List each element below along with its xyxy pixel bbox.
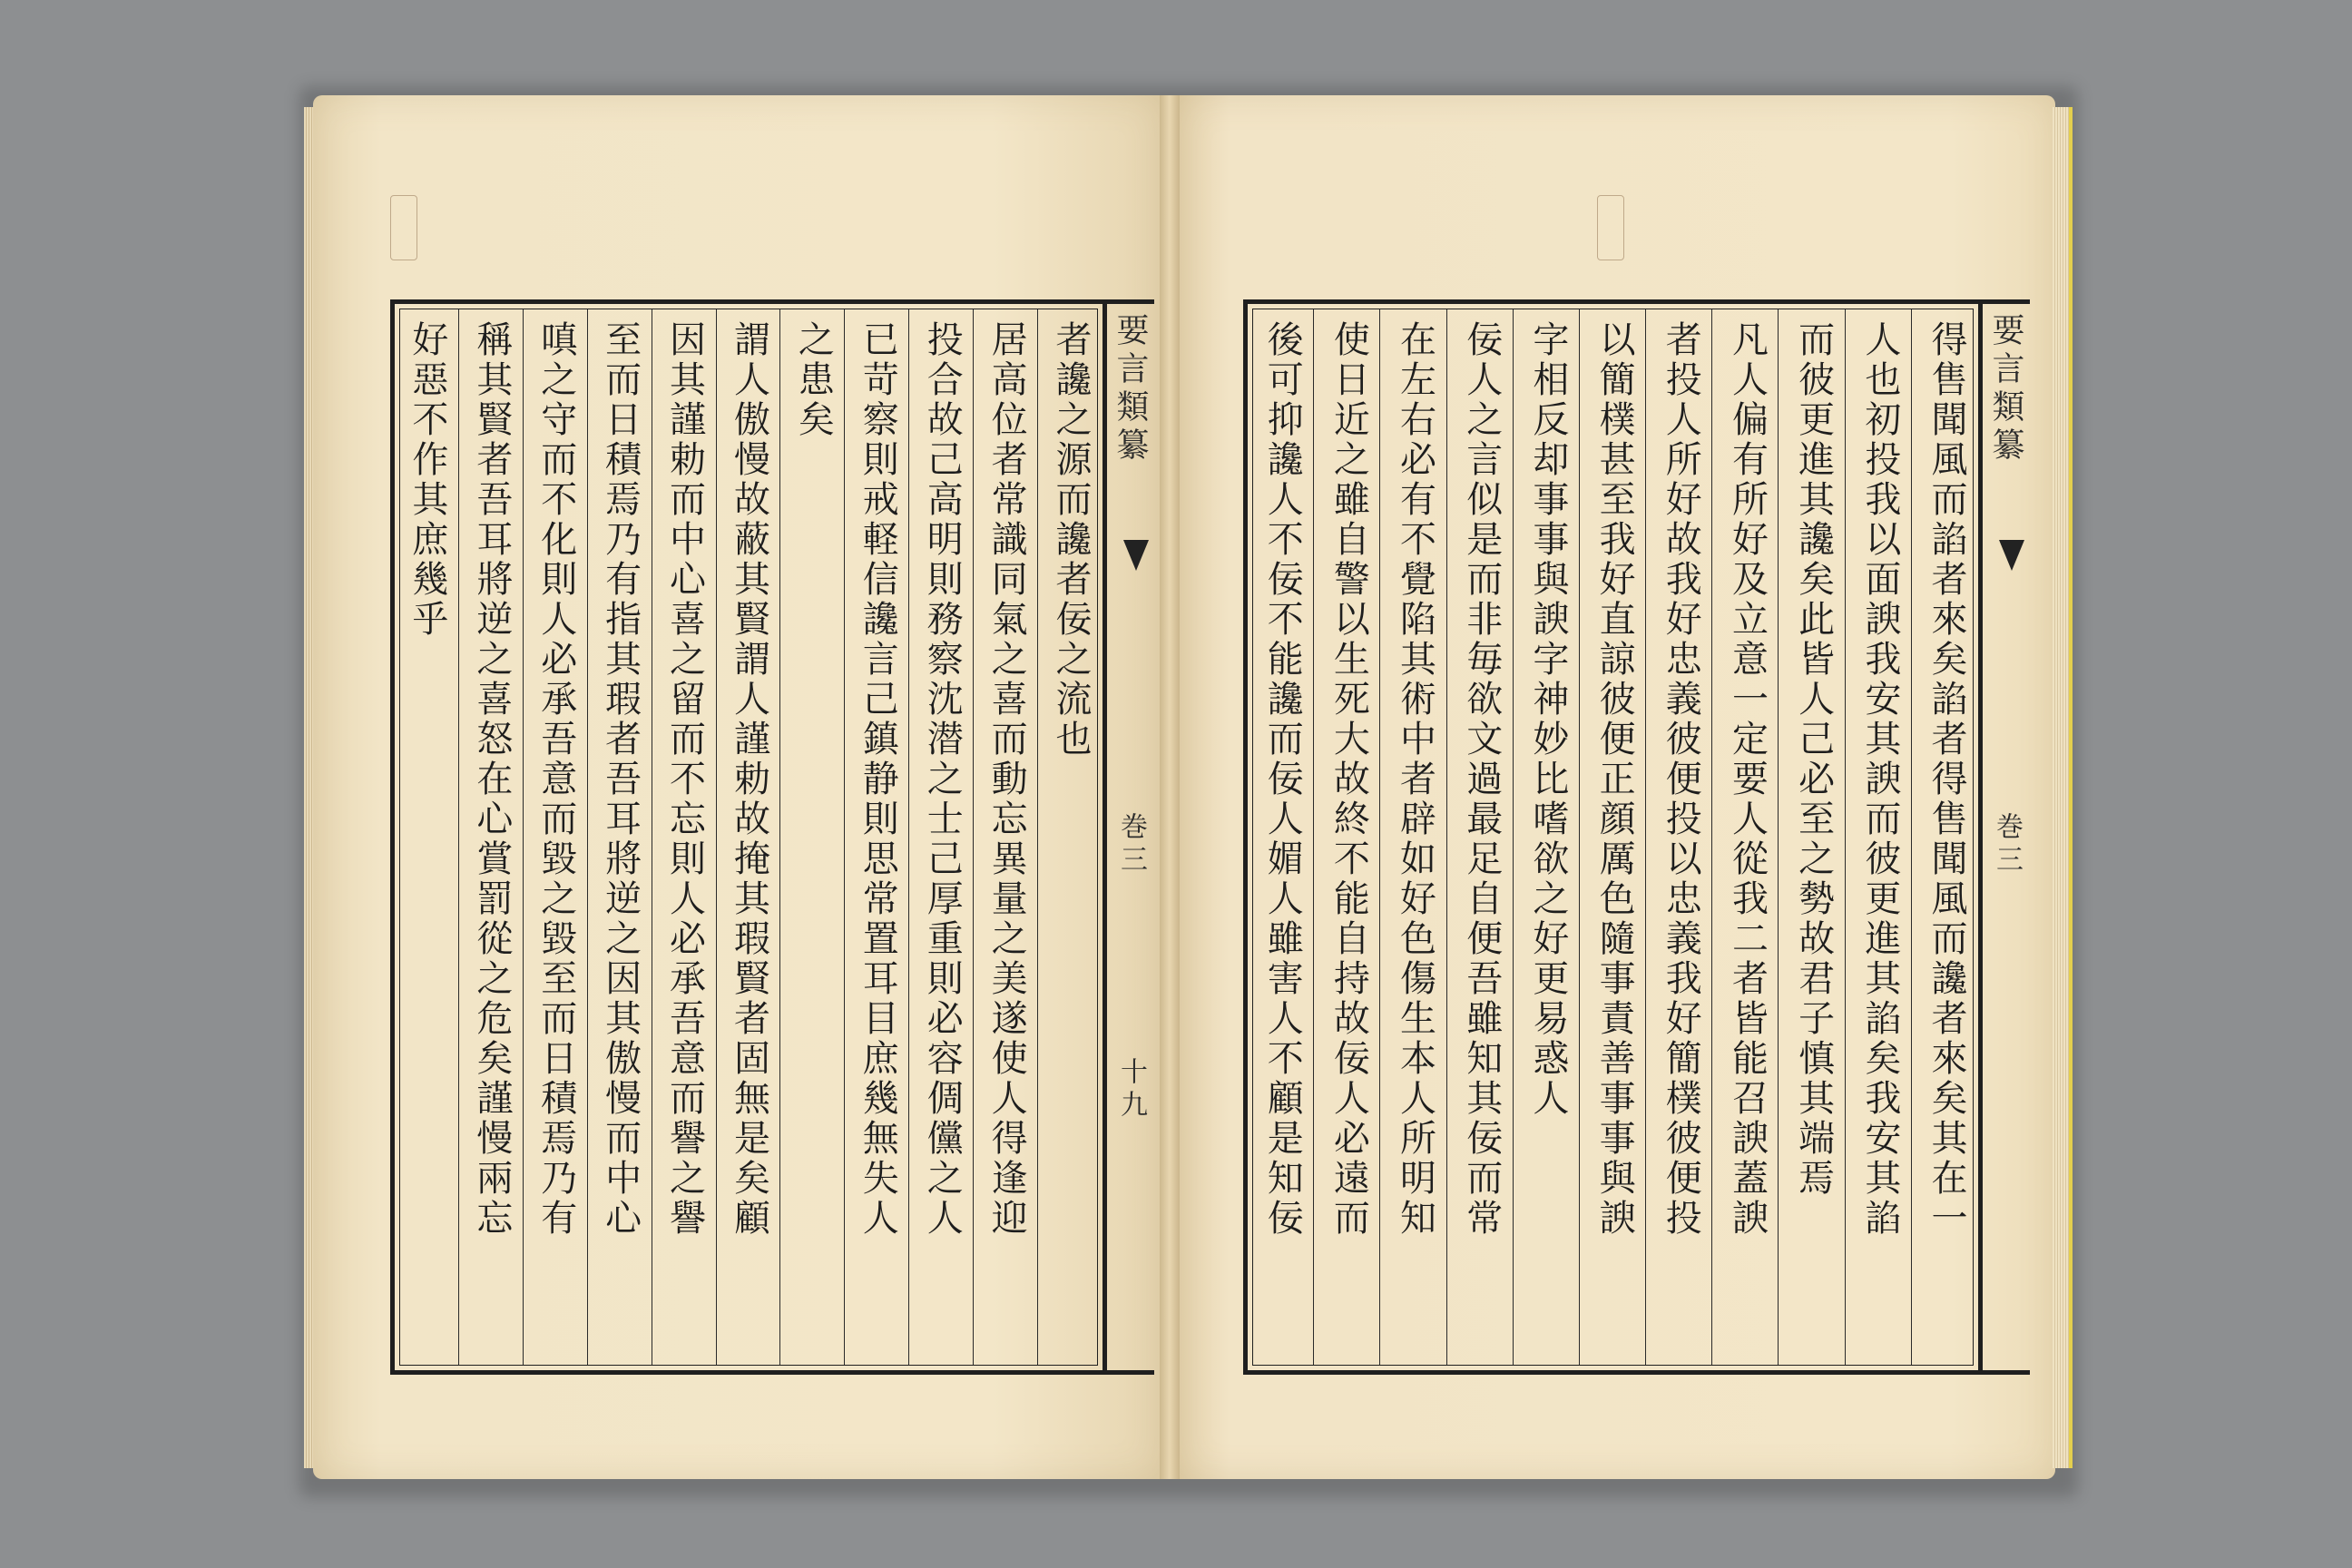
column-rule <box>1645 309 1646 1365</box>
left-page-column: 因其謹勅而中心喜之留而不忘則人必承吾意而譽之譽 <box>663 320 706 1239</box>
faint-stamp-right <box>1597 195 1624 260</box>
left-page-column: 嗔之守而不化則人必承吾意而毀之毀至而日積焉乃有 <box>534 320 577 1239</box>
column-rule <box>844 309 845 1365</box>
left-page-column: 投合故己高明則務察沈潜之士己厚重則必容倜儻之人 <box>921 320 964 1239</box>
right-page-column: 得售聞風而諂者來矣諂者得售聞風而讒者來矣其在一 <box>1926 320 1967 1239</box>
column-rule <box>1711 309 1712 1365</box>
left-text-frame <box>390 299 1107 1375</box>
right-page-column: 而彼更進其讒矣此皆人己必至之勢故君子慎其端焉 <box>1792 320 1835 1199</box>
column-rule <box>1911 309 1912 1365</box>
column-rule <box>587 309 588 1365</box>
right-page-column: 凡人偏有所好及立意一定要人從我二者皆能召諛蓋諛 <box>1726 320 1769 1239</box>
left-page-column: 稱其賢者吾耳將逆之喜怒在心賞罰從之危矣謹慢兩忘 <box>470 320 513 1239</box>
column-rule <box>716 309 717 1365</box>
right-page-column: 者投人所好故我好忠義彼便投以忠義我好簡樸彼便投 <box>1660 320 1702 1239</box>
fishtail-mark <box>1999 540 2024 571</box>
right-page-column: 以簡樸甚至我好直諒彼便正顔厲色隨事責善事事與諛 <box>1593 320 1636 1239</box>
right-banner-volume: 巻三 <box>1991 812 2023 877</box>
column-rule <box>1579 309 1580 1365</box>
right-page-column: 在左右必有不覺陷其術中者辟如好色傷生本人所明知 <box>1394 320 1436 1239</box>
left-page-column: 者讒之源而讒者佞之流也 <box>1050 320 1092 760</box>
column-rule <box>1845 309 1846 1365</box>
faint-stamp-left <box>390 195 417 260</box>
column-rule <box>779 309 780 1365</box>
column-rule <box>973 309 974 1365</box>
column-rule <box>1037 309 1038 1365</box>
left-page-column: 之患矣 <box>792 320 835 440</box>
left-page-column: 至而日積焉乃有指其瑕者吾耳將逆之因其傲慢而中心 <box>599 320 642 1239</box>
left-folio-number: 十九 <box>1115 1057 1147 1122</box>
left-page-column: 好惡不作其庶幾乎 <box>406 320 448 640</box>
left-page-column: 居高位者常識同氣之喜而動忘異量之美遂使人得逢迎 <box>985 320 1028 1239</box>
fishtail-mark <box>1123 540 1149 571</box>
column-rule <box>523 309 524 1365</box>
right-page-column: 字相反却事事與諛字神妙比嗜欲之好更易惑人 <box>1526 320 1569 1119</box>
right-page-column: 後可抑讒人不佞不能讒而佞人媚人雖害人不顧是知佞 <box>1261 320 1304 1239</box>
right-text-frame <box>1243 299 1983 1375</box>
column-rule <box>1379 309 1380 1365</box>
right-banner-title: 要言類纂 <box>1987 313 2024 466</box>
left-page-column: 謂人傲慢故蔽其賢謂人謹勅故掩其瑕賢者固無是矣顧 <box>728 320 770 1239</box>
column-rule <box>1446 309 1447 1365</box>
column-rule <box>908 309 909 1365</box>
column-rule <box>458 309 459 1365</box>
left-page-hanshin-margin <box>1098 299 1154 1375</box>
column-rule <box>1778 309 1779 1365</box>
right-page-stack-edge <box>2053 107 2073 1468</box>
book-gutter <box>1160 95 1180 1479</box>
column-rule <box>1313 309 1314 1365</box>
right-page-column: 人也初投我以面諛我安其諛而彼更進其諂矣我安其諂 <box>1858 320 1901 1239</box>
right-page-column: 佞人之言似是而非毎欲文過最足自便吾雖知其佞而常 <box>1460 320 1503 1239</box>
left-banner-volume: 巻三 <box>1115 812 1147 877</box>
right-page-column: 使日近之雖自警以生死大故終不能自持故佞人必遠而 <box>1328 320 1370 1239</box>
right-page-hanshin-margin <box>1974 299 2030 1375</box>
left-banner-title: 要言類纂 <box>1112 313 1149 466</box>
column-rule <box>1513 309 1514 1365</box>
left-page-column: 已苛察則戒軽信讒言己鎮静則思常置耳目庶幾無失人 <box>857 320 899 1239</box>
